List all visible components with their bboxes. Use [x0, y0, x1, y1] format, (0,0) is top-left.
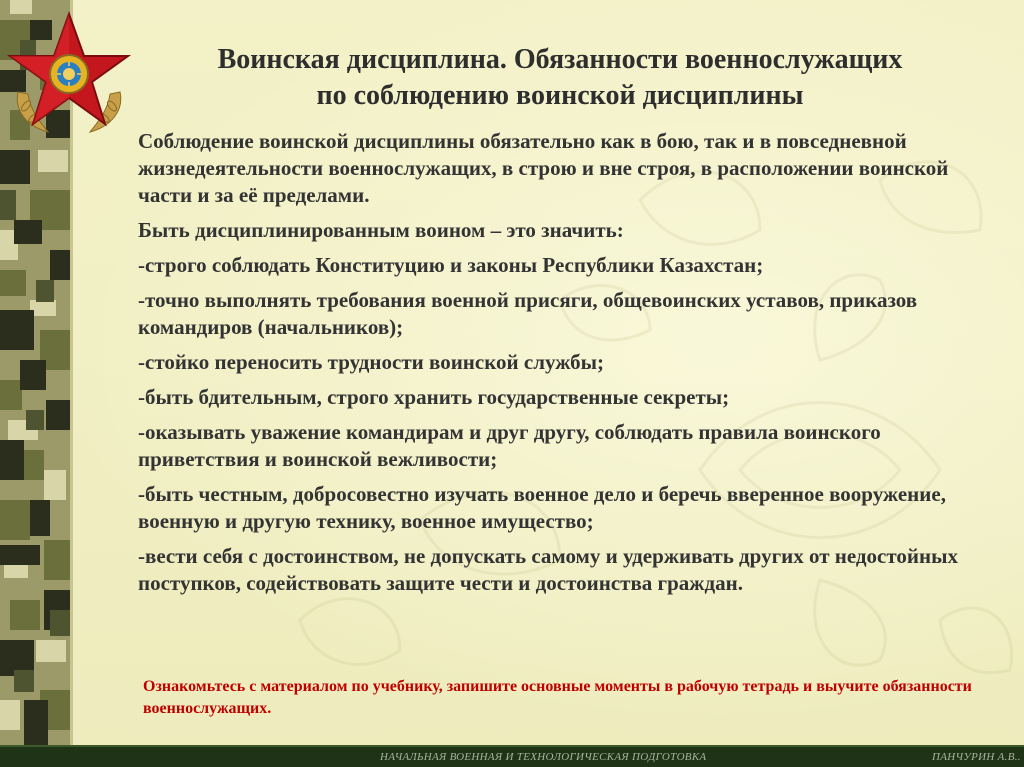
duty-item: -быть честным, добросовестно изучать военное дело и беречь вверенное вооружение, военную и другую технику, военное имущество;: [138, 482, 946, 533]
duty-item: -стойко переносить трудности воинской службы;: [138, 350, 605, 374]
red-star-emblem-icon: [4, 10, 134, 140]
paragraph-lead: Быть дисциплинированным воином – это значить:: [138, 218, 624, 242]
page-title-line-1: Воинская дисциплина. Обязанности военнослужащих: [217, 44, 903, 75]
duty-item: -вести себя с достоинством, не допускать самому и удерживать других от недостойных поступков, содействовать защите чести и достоинства граждан.: [138, 544, 958, 595]
assignment-note: Ознакомьтесь с материалом по учебнику, запишите основные моменты в рабочую тетрадь и выучите обязанности военнослужащих.: [143, 678, 972, 717]
duty-item: -быть бдительным, строго хранить государственные секреты;: [138, 385, 730, 409]
content-body: [138, 128, 993, 605]
footer-course-title: НАЧАЛЬНАЯ ВОЕННАЯ И ТЕХНОЛОГИЧЕСКАЯ ПОДГОТОВКА: [380, 751, 707, 763]
paragraph-intro: Соблюдение воинской дисциплины обязательно как в бою, так и в повседневной жизнедеятельности военнослужащих, в строю и вне строя, в расположении воинской части и за её пределами.: [138, 129, 949, 207]
duty-item: -оказывать уважение командирам и друг другу, соблюдать правила воинского приветствия и воинской вежливости;: [138, 420, 881, 471]
duty-item: -строго соблюдать Конституцию и законы Республики Казахстан;: [138, 253, 764, 277]
logo-emblem: [4, 10, 134, 140]
page-title-line-2: по соблюдению воинской дисциплины: [316, 80, 804, 111]
footer-bar: [0, 745, 1024, 767]
page-title: [140, 42, 980, 114]
footer-author: ПАНЧУРИН А.В..: [932, 751, 1021, 763]
duty-item: -точно выполнять требования военной присяги, общевоинских уставов, приказов командиров (начальников);: [138, 288, 918, 339]
